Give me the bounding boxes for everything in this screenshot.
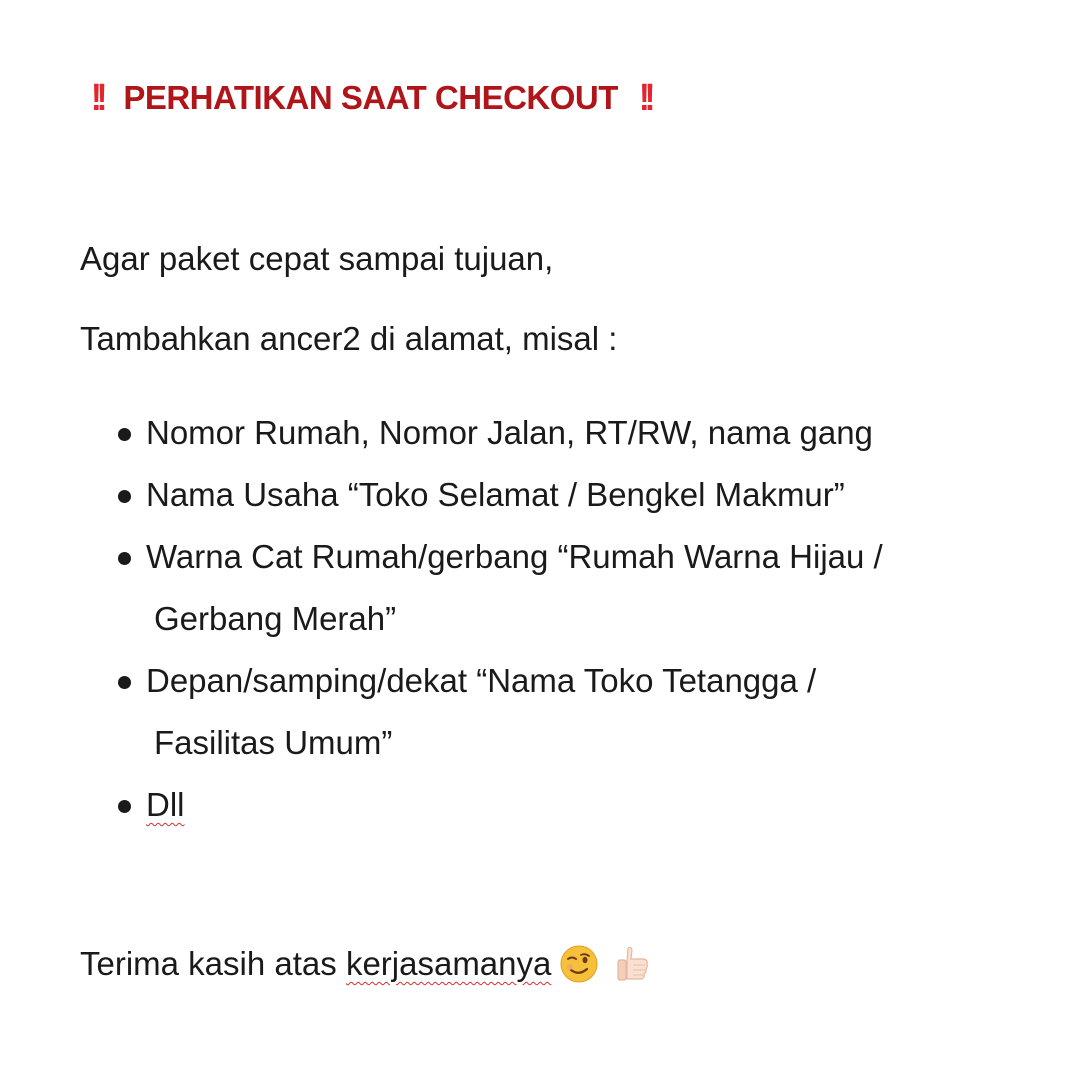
- list-item: [116, 526, 883, 650]
- list-item: [116, 650, 883, 774]
- double-exclamation-icon: !!: [90, 77, 103, 119]
- list-item-continuation: Gerbang Merah”: [154, 600, 397, 637]
- intro-text: Agar paket cepat sampai tujuan,: [80, 240, 554, 277]
- list-item: [116, 464, 883, 526]
- list-item-text: Depan/samping/dekat “Nama Toko Tetangga /: [146, 662, 817, 699]
- list-item-text: Nomor Rumah, Nomor Jalan, RT/RW, nama gang: [146, 414, 873, 451]
- winking-face-emoji-icon: [559, 944, 599, 984]
- list-item: [116, 402, 883, 464]
- closing-text: [80, 944, 651, 984]
- heading: [90, 74, 651, 122]
- list-item: [116, 774, 883, 836]
- address-hints-list: [116, 402, 883, 836]
- double-exclamation-icon: !!: [638, 77, 651, 119]
- closing-word: kerjasamanya: [345, 945, 552, 982]
- list-item-text: Nama Usaha “Toko Selamat / Bengkel Makmur”: [146, 476, 845, 513]
- list-item-continuation: Fasilitas Umum”: [154, 724, 393, 761]
- list-item-text: Dll: [146, 786, 185, 823]
- list-item-text: Warna Cat Rumah/gerbang “Rumah Warna Hijau /: [146, 538, 883, 575]
- thumbs-up-emoji-icon: [613, 944, 651, 984]
- instruction-text: Tambahkan ancer2 di alamat, misal :: [80, 320, 618, 357]
- closing-prefix: Terima kasih atas: [80, 945, 346, 982]
- heading-title: PERHATIKAN SAAT CHECKOUT: [123, 79, 618, 116]
